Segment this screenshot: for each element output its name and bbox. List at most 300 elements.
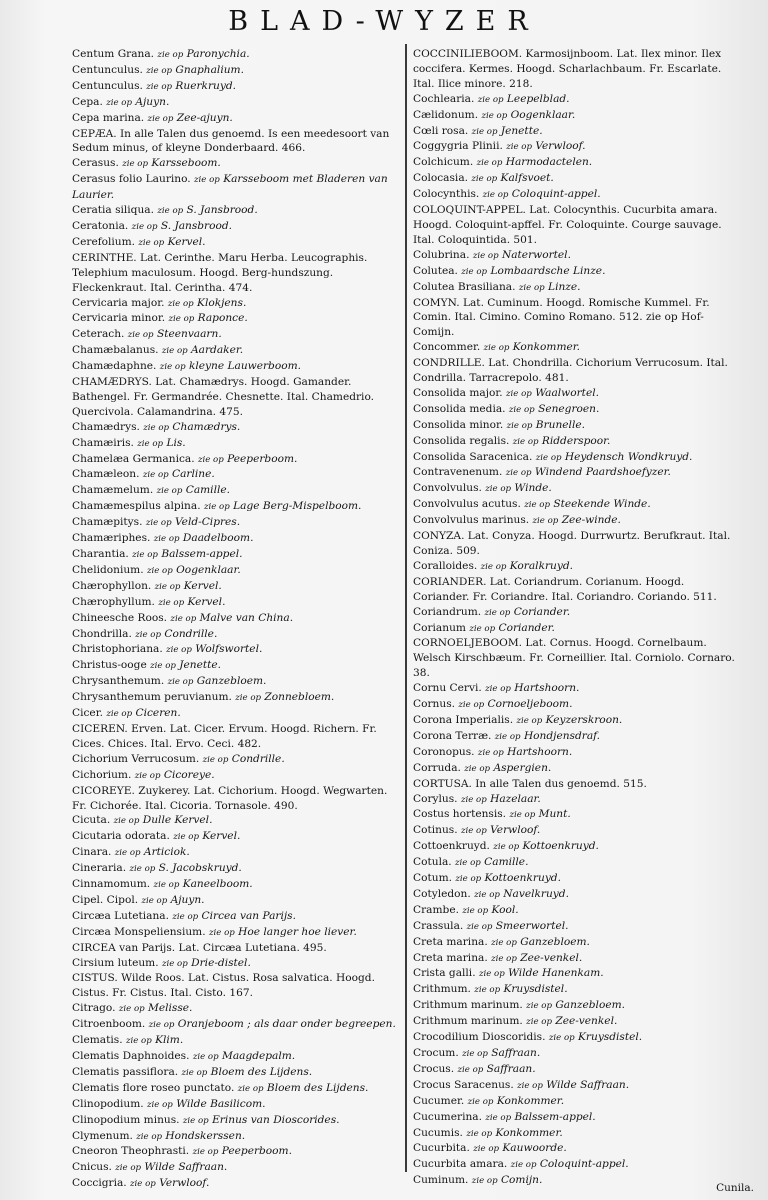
entry-term: Cotyledon. (413, 887, 471, 900)
cross-ref-target: S. Jansbrood. (160, 219, 233, 232)
index-entry (72, 515, 398, 531)
index-entry (72, 861, 398, 877)
cross-ref-label: zie op (148, 1020, 175, 1031)
index-entry (72, 172, 398, 203)
cross-ref-target: Aardaker. (191, 344, 244, 357)
cross-ref-label: zie op (154, 581, 181, 592)
index-entry (413, 1094, 739, 1110)
index-entry (72, 971, 398, 1001)
entry-heading: CICOREYE. Zuykerey. Lat. Cichorium. Hoogd. Wegwarten. Fr. Cichorée. Ital. Cicoria. Tornasole. 490. (72, 784, 388, 812)
index-entry (413, 465, 739, 481)
cross-ref-target: Saffraan. (486, 1062, 536, 1075)
cross-ref-label: zie op (235, 693, 262, 704)
index-entry (413, 839, 739, 855)
cross-ref-label: zie op (510, 1160, 537, 1171)
cross-ref-label: zie op (161, 958, 188, 969)
cross-ref-target: Windend Paardshoefyzer. (534, 466, 671, 479)
cross-ref-target: Oranjeboom ; als daar onder begreepen. (177, 1018, 396, 1031)
index-entry (72, 563, 398, 579)
cross-ref-label: zie op (173, 832, 199, 843)
cross-ref-target: Ruerkruyd. (175, 79, 236, 92)
cross-ref-label: zie op (481, 110, 508, 121)
cross-ref-label: zie op (506, 142, 532, 153)
cross-ref-label: zie op (471, 1176, 498, 1187)
cross-ref-target: Steenvaarn. (156, 328, 222, 341)
cross-ref-label: zie op (142, 470, 169, 481)
cross-ref-label: zie op (506, 388, 532, 399)
cross-ref-target: Zee-venkel. (520, 951, 583, 964)
entry-term: Consolida minor. (413, 418, 504, 431)
cross-ref-target: Karsseboom met Bladeren van Laurier. (72, 173, 388, 202)
cross-ref-target: Konkommer. (512, 341, 581, 354)
entry-heading: CICEREN. Erven. Lat. Cicer. Ervum. Hoogd. Richern. Fr. Cices. Chices. Ital. Ervo. Ceci. 482. (72, 722, 377, 750)
index-entry (413, 903, 739, 919)
entry-term: Colchicum. (413, 156, 474, 169)
cross-ref-label: zie op (466, 921, 493, 932)
cross-ref-label: zie op (181, 1067, 208, 1078)
cross-ref-target: Lombaardsche Linze. (490, 264, 606, 277)
cross-ref-target: Kervel. (187, 595, 226, 608)
entry-heading: COMYN. Lat. Cuminum. Hoogd. Romische Kummel. Fr. Comin. Ital. Cimino. Comino Romano. 512. zie op Hof-Comijn. (413, 296, 710, 339)
cross-ref-label: zie op (526, 1017, 552, 1028)
entry-term: Cucurbita. (413, 1142, 470, 1155)
entry-term: Coccigria. (72, 1177, 127, 1190)
index-entry (72, 251, 398, 296)
entry-term: Chamæriphes. (72, 532, 151, 545)
cross-ref-label: zie op (517, 1080, 543, 1091)
index-entry (72, 296, 398, 312)
cross-ref-target: Ajuyn. (135, 95, 170, 108)
index-entry (413, 1157, 739, 1173)
cross-ref-label: zie op (485, 484, 512, 495)
cross-ref-target: Ganzebloem. (520, 935, 590, 948)
entry-term: Centum Grana. (72, 48, 155, 60)
cross-ref-label: zie op (138, 237, 165, 248)
entry-term: Crocus Saracenus. (413, 1078, 514, 1091)
index-entry (72, 1033, 398, 1049)
cross-ref-target: Aspergien. (493, 761, 552, 774)
index-entry (72, 956, 398, 972)
cross-ref-label: zie op (135, 629, 161, 640)
index-entry (413, 729, 739, 745)
entry-term: Corruda. (413, 761, 461, 774)
index-entry (72, 690, 398, 706)
index-entry (413, 340, 739, 356)
cross-ref-label: zie op (203, 502, 230, 513)
index-entry (72, 813, 398, 829)
cross-ref-target: Kaneelboom. (182, 878, 253, 891)
cross-ref-label: zie op (491, 953, 517, 964)
entry-term: Consolida regalis. (413, 434, 510, 447)
entry-term: Consolida major. (413, 386, 503, 399)
index-entry (72, 1113, 398, 1129)
cross-ref-target: Condrille. (231, 752, 285, 765)
cross-ref-target: Steekende Winde. (553, 498, 651, 511)
index-entry (72, 327, 398, 343)
cross-ref-label: zie op (516, 715, 543, 726)
entry-term: Christophoriana. (72, 643, 163, 656)
entry-term: Convolvulus acutus. (413, 498, 521, 511)
entry-term: Colocynthis. (413, 188, 480, 201)
cross-ref-label: zie op (509, 810, 536, 821)
entry-term: Chamæbalanus. (72, 344, 159, 357)
index-entry (413, 402, 739, 418)
entry-term: Cervicaria minor. (72, 312, 166, 325)
entry-term: Citrago. (72, 1002, 116, 1015)
entry-heading: CONDRILLE. Lat. Chondrilla. Cichorium Verrucosum. Ital. Condrilla. Tarracrepolo. 481. (413, 357, 728, 385)
cross-ref-target: Ciceren. (135, 707, 181, 720)
cross-ref-label: zie op (136, 1131, 163, 1142)
entry-term: Cnicus. (72, 1161, 112, 1174)
cross-ref-label: zie op (166, 645, 192, 656)
cross-ref-target: Brunelle. (535, 418, 585, 431)
index-entry (72, 156, 398, 172)
index-entry (72, 375, 398, 420)
index-entry (72, 203, 398, 219)
index-entry (72, 483, 398, 499)
entry-term: Cepa marina. (72, 111, 145, 124)
cross-ref-label: zie op (118, 1004, 145, 1015)
cross-ref-label: zie op (518, 282, 545, 293)
index-entry (72, 63, 398, 79)
cross-ref-label: zie op (476, 158, 503, 169)
entry-heading: COLOQUINT-APPEL. Lat. Colocynthis. Cucurbita amara. Hoogd. Coloquint-apffel. Fr. Coloquinte. Courge sauvage. Ital. Coloquintida. 501. (413, 204, 722, 246)
entry-term: Crambe. (413, 903, 459, 916)
index-entry (413, 919, 739, 935)
cross-ref-label: zie op (461, 266, 488, 277)
cross-ref-label: zie op (477, 747, 504, 758)
index-entry (72, 79, 398, 95)
cross-ref-target: Coriander. (513, 605, 571, 618)
cross-ref-target: Wilde Hanenkam. (508, 967, 604, 980)
cross-ref-label: zie op (146, 81, 173, 92)
entry-term: Chamæiris. (72, 436, 134, 449)
index-entry (413, 681, 739, 697)
index-entry (413, 450, 739, 466)
cross-ref-label: zie op (147, 1099, 173, 1110)
entry-term: Chærophyllum. (72, 595, 155, 608)
entry-heading: CORNOELJEBOOM. Lat. Cornus. Hoogd. Cornelbaum. Welsch Kirschbæum. Fr. Corneillier. Ital. Corniolo. Cornaro. 38. (413, 637, 735, 680)
index-entry (413, 513, 739, 529)
cross-ref-target: S. Jansbrood. (186, 204, 258, 217)
entry-term: Circæa Lutetiana. (72, 909, 169, 922)
entry-heading: CHAMÆDRYS. Lat. Chamædrys. Hoogd. Gamander. Bathengel. Fr. Germandrée. Chesnette. Ital. Chamedrio. Quercivola. Calamandrina. 475. (72, 376, 375, 418)
cross-ref-target: Paronychia. (186, 48, 250, 60)
cross-ref-label: zie op (137, 438, 164, 449)
cross-ref-target: Zee-venkel. (555, 1015, 618, 1028)
entry-term: Creta marina. (413, 951, 488, 964)
cross-ref-target: Kervel. (183, 579, 222, 592)
cross-ref-target: Leepelblad. (506, 92, 570, 105)
cross-ref-target: Klokjens. (197, 296, 247, 309)
cross-ref-target: Navelkruyd. (503, 887, 569, 900)
cross-ref-label: zie op (167, 298, 194, 309)
cross-ref-label: zie op (464, 763, 491, 774)
entry-term: Cerasus. (72, 157, 119, 170)
cross-ref-label: zie op (526, 1001, 552, 1012)
cross-ref-label: zie op (134, 770, 161, 781)
entry-term: Coggygria Plinii. (413, 140, 503, 153)
cross-ref-label: zie op (455, 874, 482, 885)
index-entry (72, 1176, 398, 1192)
cross-ref-label: zie op (147, 113, 174, 124)
index-entry (413, 575, 739, 605)
entry-term: Cicer. (72, 707, 103, 720)
entry-term: Chamædaphne. (72, 360, 157, 373)
cross-ref-target: Raponce. (197, 312, 248, 325)
cross-ref-label: zie op (237, 1083, 264, 1094)
entry-term: Cineraria. (72, 862, 127, 875)
index-entry (72, 452, 398, 468)
cross-ref-label: zie op (157, 206, 184, 217)
entry-term: Chelidonium. (72, 563, 144, 576)
cross-ref-target: Bloem des Lijdens. (210, 1065, 313, 1078)
cross-ref-target: Hoe langer hoe liever. (238, 925, 357, 938)
cross-ref-label: zie op (484, 607, 511, 618)
cross-ref-target: Drie-distel. (191, 956, 251, 969)
index-entry (413, 1173, 739, 1189)
entry-term: Coronopus. (413, 745, 475, 758)
index-entry (72, 611, 398, 627)
cross-ref-target: Maagdepalm. (221, 1050, 296, 1062)
cross-ref-label: zie op (106, 97, 132, 108)
cross-ref-target: Verwloof. (490, 824, 541, 837)
index-entry (72, 1129, 398, 1145)
index-entry (72, 829, 398, 845)
cross-ref-label: zie op (192, 1147, 219, 1158)
cross-ref-label: zie op (125, 1036, 152, 1047)
cross-ref-target: Carline. (172, 468, 215, 481)
entry-term: Chamæpitys. (72, 516, 143, 529)
cross-ref-target: Kool. (491, 903, 519, 916)
cross-ref-target: Peeperboom. (227, 452, 298, 465)
entry-heading: CONYZA. Lat. Conyza. Hoogd. Durrwurtz. Berufkraut. Ital. Coniza. 509. (413, 530, 731, 557)
index-entry (72, 1081, 398, 1097)
index-entry (413, 807, 739, 823)
index-entry (413, 935, 739, 951)
entry-term: Cucurbita amara. (413, 1158, 508, 1171)
cross-ref-label: zie op (143, 422, 170, 433)
cross-ref-target: Circea van Parijs. (201, 909, 296, 922)
index-entry (72, 722, 398, 752)
index-entry (72, 311, 398, 327)
entry-heading: CORTUSA. In alle Talen dus genoemd. 515. (413, 777, 647, 790)
entry-term: Chærophyllon. (72, 579, 152, 592)
index-entry (413, 605, 739, 621)
cross-ref-target: Camille. (185, 484, 230, 497)
index-entry (413, 280, 739, 296)
cross-ref-target: Kalfsvoet. (500, 172, 554, 185)
entry-term: Corona Terræ. (413, 729, 492, 742)
index-entry (72, 1001, 398, 1017)
index-entry (72, 547, 398, 563)
cross-ref-label: zie op (168, 314, 195, 325)
cross-ref-target: Jenette. (500, 124, 543, 137)
cross-ref-target: Hondskerssen. (165, 1129, 246, 1142)
entry-heading: COCCINILIEBOOM. Karmosijnboom. Lat. Ilex minor. Ilex coccifera. Kermes. Hoogd. Scharlachbaum. Fr. Escarlate. Ital. Ilice minore. 218. (413, 48, 722, 90)
entry-term: Colutea Brasiliana. (413, 280, 516, 293)
index-entry (413, 887, 739, 903)
index-entry (413, 187, 739, 203)
cross-ref-target: Lage Berg-Mispelboom. (233, 500, 362, 513)
index-entry (72, 784, 398, 814)
entry-term: Ceratonia. (72, 219, 129, 232)
index-entry (413, 1062, 739, 1078)
entry-term: Cneoron Theophrasti. (72, 1145, 190, 1158)
index-entry (72, 1065, 398, 1081)
index-entry (72, 127, 398, 157)
index-entry (72, 420, 398, 436)
cross-ref-label: zie op (483, 343, 510, 354)
entry-term: Cervicaria major. (72, 296, 165, 309)
cross-ref-label: zie op (114, 848, 141, 859)
cross-ref-target: Hartshoorn. (514, 682, 580, 695)
entry-term: Cucumis. (413, 1126, 463, 1139)
index-entry (72, 467, 398, 483)
cross-ref-label: zie op (478, 969, 505, 980)
index-entry (72, 1160, 398, 1176)
index-entry (413, 139, 739, 155)
cross-ref-target: Balssem-appel. (161, 548, 243, 560)
entry-term: Clymenum. (72, 1129, 133, 1142)
cross-ref-target: Cicoreye. (163, 768, 215, 781)
entry-term: Cucumerina. (413, 1110, 482, 1123)
cross-ref-label: zie op (457, 1064, 484, 1075)
cross-ref-target: Daadelboom. (182, 532, 254, 545)
cross-ref-label: zie op (458, 700, 485, 711)
index-entry (413, 155, 739, 171)
index-entry (413, 855, 739, 871)
cross-ref-target: S. Jacobskruyd. (158, 862, 242, 875)
cross-ref-label: zie op (474, 985, 501, 996)
right-column (413, 47, 739, 1189)
cross-ref-target: Wilde Saffraan. (546, 1078, 630, 1091)
cross-ref-target: Heydensch Wondkruyd. (564, 450, 693, 463)
entry-heading: CERINTHE. Lat. Cerinthe. Maru Herba. Leucographis. Telephium maculosum. Hoogd. Berg-hundszung. Fleckenkraut. Ital. Cerintha. 474. (72, 251, 368, 294)
index-entry (413, 697, 739, 713)
index-entry (72, 925, 398, 941)
index-entry (413, 1046, 739, 1062)
index-entry (413, 982, 739, 998)
cross-ref-target: Condrille. (164, 627, 218, 640)
entry-term: Concommer. (413, 341, 481, 354)
cross-ref-target: Oogenklaar. (510, 108, 576, 121)
entry-term: Convolvulus. (413, 482, 482, 495)
index-entry (413, 745, 739, 761)
cross-ref-label: zie op (477, 94, 504, 105)
cross-ref-label: zie op (208, 927, 235, 938)
index-entry (72, 941, 398, 956)
entry-term: Cirsium luteum. (72, 956, 159, 969)
index-entry (413, 1030, 739, 1046)
cross-ref-label: zie op (129, 864, 156, 875)
cross-ref-target: Konkommer. (496, 1094, 565, 1107)
cross-ref-label: zie op (113, 816, 140, 827)
page-title: BLAD-WYZER (228, 6, 540, 37)
cross-ref-target: Zee-winde. (561, 514, 621, 527)
index-entry (72, 343, 398, 359)
index-entry (413, 559, 739, 575)
cross-ref-target: Wolfswortel. (195, 643, 263, 656)
index-entry (72, 1144, 398, 1160)
cross-ref-target: Kauwoorde. (502, 1142, 567, 1155)
index-entry (413, 761, 739, 777)
entry-term: Colubrina. (413, 248, 470, 261)
index-entry (413, 248, 739, 264)
cross-ref-target: Hazelaar. (490, 792, 541, 805)
entry-term: Cochlearia. (413, 92, 475, 105)
cross-ref-target: Cornoeljeboom. (487, 698, 573, 711)
index-entry (413, 434, 739, 450)
entry-term: Crista galli. (413, 967, 476, 980)
entry-heading: CEPÆA. In alle Talen dus genoemd. Is een meedesoort van Sedum minus, of kleyne Donderbaard. 466. (72, 127, 390, 155)
cross-ref-target: Wilde Basilicom. (176, 1097, 266, 1110)
entry-term: Ceterach. (72, 328, 125, 341)
index-entry (413, 1141, 739, 1157)
cross-ref-label: zie op (473, 1144, 500, 1155)
cross-ref-target: Naterwortel. (501, 248, 571, 261)
index-entry (413, 1126, 739, 1142)
cross-ref-target: Bloem des Lijdens. (266, 1081, 369, 1094)
cross-ref-label: zie op (471, 126, 498, 137)
cross-ref-target: Saffraan. (491, 1047, 541, 1059)
cross-ref-label: zie op (156, 486, 183, 497)
cross-ref-label: zie op (508, 404, 535, 415)
entry-term: Chamæmelum. (72, 484, 154, 497)
cross-ref-label: zie op (202, 754, 229, 765)
index-entry (72, 674, 398, 690)
entry-term: Cicuta. (72, 814, 111, 827)
entry-term: Cinara. (72, 846, 112, 859)
cross-ref-label: zie op (485, 684, 511, 695)
index-entry (72, 219, 398, 235)
index-entry (72, 1049, 398, 1065)
entry-term: Cotinus. (413, 824, 458, 837)
entry-term: Costus hortensis. (413, 808, 507, 821)
index-entry (413, 823, 739, 839)
cross-ref-target: Malve van China. (199, 611, 294, 624)
index-entry (72, 235, 398, 251)
index-entry (72, 752, 398, 768)
entry-term: Clematis passiflora. (72, 1065, 179, 1078)
cross-ref-target: Dulle Kervel. (142, 814, 213, 827)
cross-ref-target: Kottoenkruyd. (522, 840, 599, 853)
cross-ref-target: kleyne Lauwerboom. (188, 360, 301, 373)
index-entry (413, 1110, 739, 1126)
entry-term: Contravenenum. (413, 466, 503, 479)
entry-term: Chrysanthemum. (72, 675, 165, 688)
cross-ref-target: Smeerwortel. (495, 919, 569, 932)
entry-term: Cotum. (413, 872, 452, 885)
cross-ref-label: zie op (153, 534, 180, 545)
cross-ref-target: Waalwortel. (535, 386, 599, 399)
index-entry (413, 636, 739, 681)
cross-ref-target: Verwloof. (159, 1177, 210, 1190)
cross-ref-target: Senegroen. (538, 402, 600, 415)
entry-term: Cornu Cervi. (413, 682, 482, 695)
entry-term: Cipel. Cipol. (72, 893, 139, 906)
cross-ref-label: zie op (197, 454, 224, 465)
entry-term: Crithmum marinum. (413, 999, 523, 1012)
entry-term: Cuminum. (413, 1174, 469, 1187)
entry-term: Centunculus. (72, 63, 143, 76)
cross-ref-label: zie op (491, 937, 517, 948)
cross-ref-label: zie op (493, 842, 520, 853)
cross-ref-label: zie op (472, 250, 499, 261)
index-entry (413, 713, 739, 729)
index-entry (72, 877, 398, 893)
entry-term: Crocum. (413, 1047, 459, 1059)
